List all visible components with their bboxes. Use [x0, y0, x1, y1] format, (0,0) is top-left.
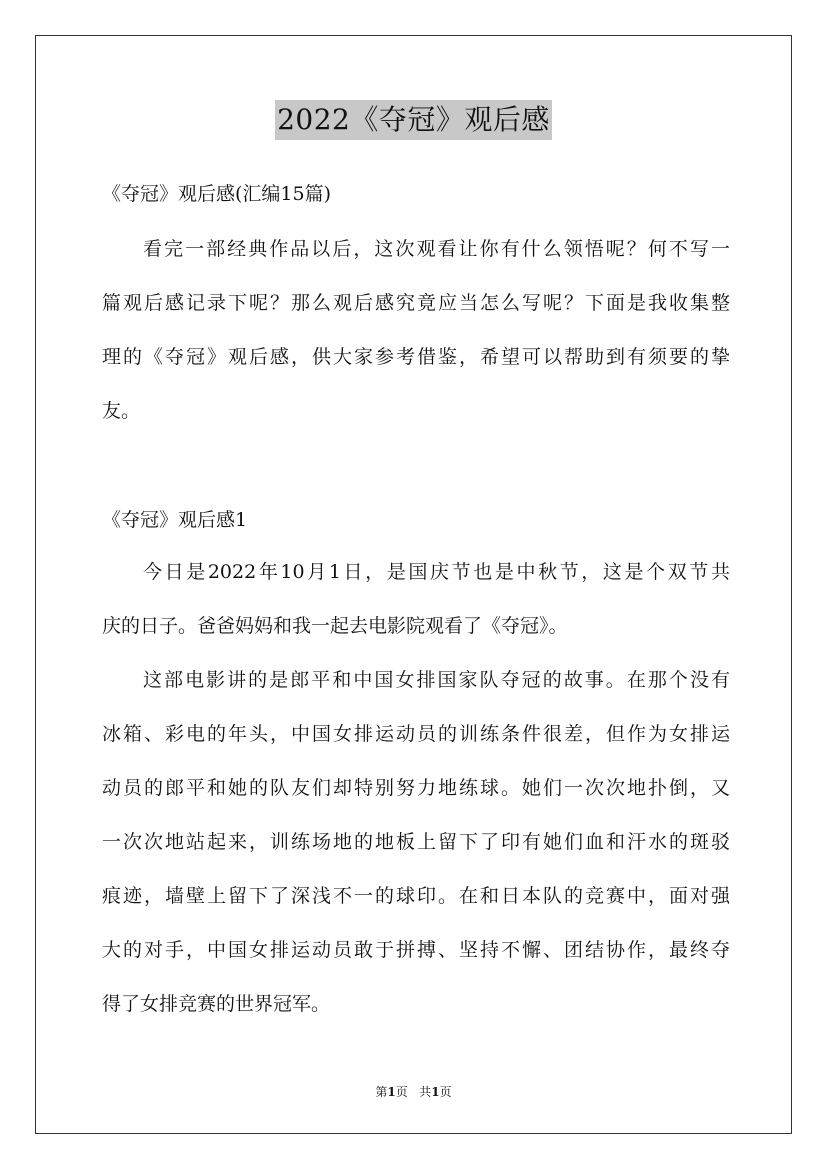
subtitle: 《夺冠》观后感(汇编15篇) [102, 183, 332, 205]
para-line: 一次次地站起来，训练场地的地板上留下了印有她们血和汗水的斑驳 [102, 831, 730, 853]
intro-line: 友。 [102, 400, 141, 422]
para-line: 今日是2022年10月1日，是国庆节也是中秋节，这是个双节共 [143, 561, 730, 583]
intro-line: 篇观后感记录下呢？那么观后感究竟应当怎么写呢？下面是我收集整 [102, 292, 730, 314]
para-line: 庆的日子。爸爸妈妈和我一起去电影院观看了《夺冠》。 [102, 615, 568, 637]
page-footer [0, 1084, 827, 1100]
footer-suffix: 页 [439, 1085, 452, 1099]
para-line: 冰箱、彩电的年头，中国女排运动员的训练条件很差，但作为女排运 [102, 723, 730, 745]
para-line: 得了女排竞赛的世界冠军。 [102, 993, 331, 1015]
section-heading: 《夺冠》观后感1 [102, 509, 248, 531]
footer-prefix: 第 [375, 1085, 388, 1099]
footer-middle: 页 共 [395, 1085, 432, 1099]
total-pages: 1 [431, 1085, 440, 1099]
intro-line: 理的《夺冠》观后感，供大家参考借鉴，希望可以帮助到有须要的挚 [102, 346, 730, 368]
para-line: 痕迹，墙壁上留下了深浅不一的球印。在和日本队的竞赛中，面对强 [102, 885, 730, 907]
page-number: 1 [387, 1085, 396, 1099]
para-line: 动员的郎平和她的队友们却特别努力地练球。她们一次次地扑倒，又 [102, 777, 730, 799]
document-title: 2022《夺冠》观后感 [275, 100, 552, 140]
para-line: 大的对手，中国女排运动员敢于拼搏、坚持不懈、团结协作，最终夺 [102, 939, 730, 961]
intro-line: 看完一部经典作品以后，这次观看让你有什么领悟呢？何不写一 [143, 238, 730, 260]
para-line: 这部电影讲的是郎平和中国女排国家队夺冠的故事。在那个没有 [143, 669, 730, 691]
